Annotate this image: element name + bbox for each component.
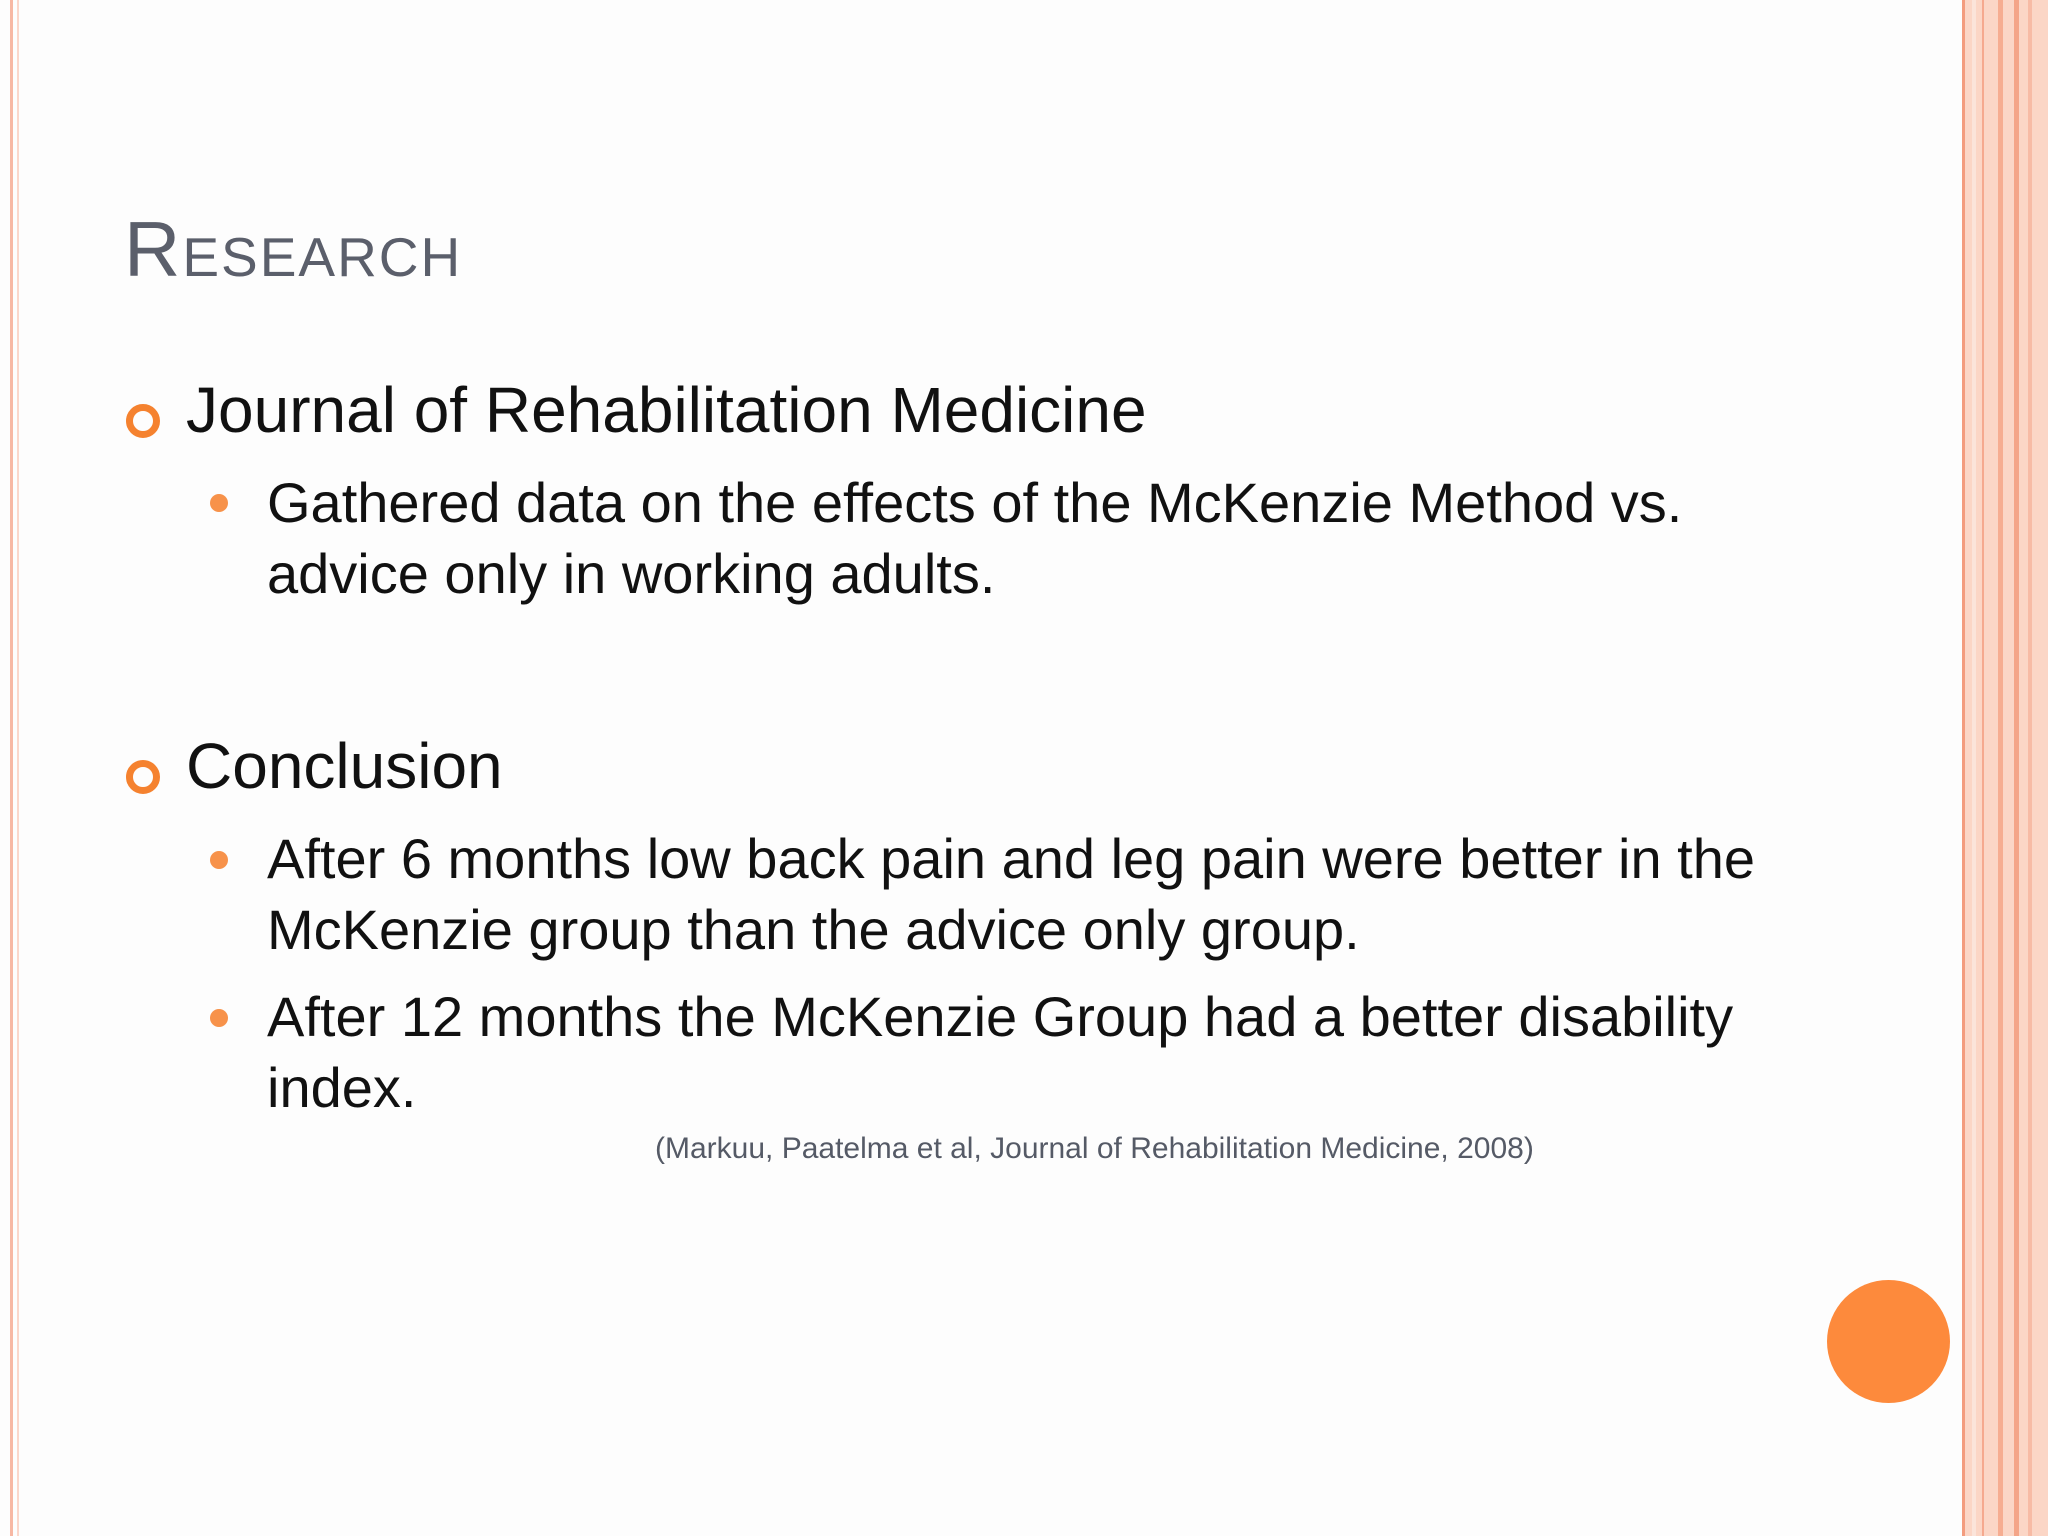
ring-bullet-icon [126, 404, 160, 438]
section-heading: Journal of Rehabilitation Medicine [186, 374, 1147, 446]
ring-bullet-icon [126, 760, 160, 794]
right-border-line [1998, 0, 2003, 1536]
right-border-line [2028, 0, 2032, 1536]
slide-title: Research [124, 205, 463, 293]
dot-bullet-icon [210, 1009, 228, 1027]
section-point: Gathered data on the effects of the McKenzie Method vs. advice only in working adults. [267, 471, 1683, 605]
right-border-line [1962, 0, 1965, 1536]
dot-bullet-icon [210, 851, 228, 869]
citation: (Markuu, Paatelma et al, Journal of Rehabilitation Medicine, 2008) [655, 1132, 1534, 1165]
section-point: After 12 months the McKenzie Group had a better disability index. [267, 985, 1734, 1119]
dot-bullet-icon [210, 494, 228, 512]
right-border-line [2014, 0, 2019, 1536]
section-point: After 6 months low back pain and leg pain were better in the McKenzie group than the advice only group. [267, 827, 1755, 961]
left-border-line [17, 0, 19, 1536]
right-border-line [1972, 0, 1976, 1536]
decorative-orange-circle [1827, 1280, 1950, 1403]
left-border-line [10, 0, 13, 1536]
right-border-line [1982, 0, 1984, 1536]
section-heading: Conclusion [186, 730, 503, 802]
